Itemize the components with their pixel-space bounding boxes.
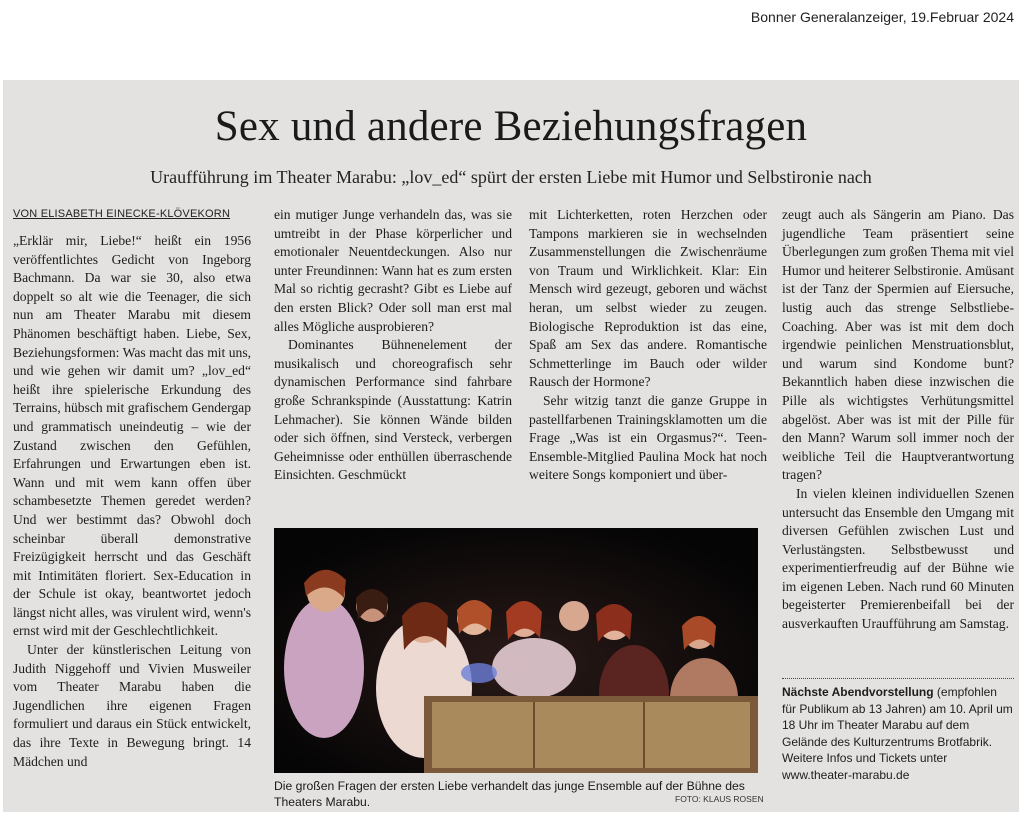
info-box — [782, 684, 1014, 783]
paragraph: Unter der künstlerischen Leitung von Judith Niggehoff und Vivien Musweiler vom Theater Marabu haben die Jugendlichen ihre eigenen Fragen formuliert und daraus ein Stück entwickelt, das ihre Texte in Bewegung bringt. 14 Mädchen und — [13, 642, 251, 769]
newspaper-clipping — [3, 80, 1019, 812]
text-column-3 — [529, 206, 767, 485]
newspaper-source: Bonner Generalanzeiger, 19.Februar 2024 — [750, 9, 1014, 25]
paragraph: Sehr witzig tanzt die ganze Gruppe in pastellfarbenen Trainingsklamotten um die Frage „Was ist ein Orgasmus?“. Teen-Ensemble-Mitglied Paulina Mock hat noch weitere Songs komponiert und über- — [529, 392, 767, 483]
byline: VON ELISABETH EINECKE-KLÖVEKORN — [13, 208, 231, 220]
article-subheadline: Uraufführung im Theater Marabu: „lov_ed“ spürt der ersten Liebe mit Humor und Selbstironie nach — [150, 167, 872, 187]
photo-caption: Die großen Fragen der ersten Liebe verhandelt das junge Ensemble auf der Bühne des Theaters Marabu. — [274, 779, 745, 809]
text-column-1 — [13, 232, 251, 771]
paragraph: mit Lichterketten, roten Herzchen oder Tampons markieren sie in wechselnden Zusammenstellungen die Zwischenräume von Traum und Wirklichkeit. Klar: Ein Mensch wird gezeugt, geboren und wächst heran, um selbst wieder zu zeugen. Biologische Reproduktion ist das eine, Spaß am Sex das andere. Romantische Schmetterlinge im Bauch oder wilder Rausch der Hormone? — [529, 207, 767, 390]
photo-credit: FOTO: KLAUS ROSEN — [675, 794, 764, 804]
paragraph: In vielen kleinen individuellen Szenen untersucht das Ensemble den Umgang mit diversen Gefühlen zwischen Lust und Verlustängsten. Selbstbewusst und experimentierfreudig auf der Bühne wie im eigenen Leben. Nach rund 60 Minuten begeisterter Premierenbeifall bei der ausverkauften Uraufführung am Samstag. — [782, 485, 1014, 632]
paragraph: ein mutiger Junge verhandeln das, was sie umtreibt in der Phase körperlicher und emotionaler Neuentdeckungen. Also nur unter Freundinnen: Wann hat es zum ersten Mal so richtig gecrasht? Gibt es Liebe auf den ersten Blick? Oder soll man erst mal alles Mögliche ausprobieren? — [274, 207, 512, 334]
paragraph: Dominantes Bühnenelement der musikalisch und choreografisch sehr dynamischen Performance sind fahrbare große Schrankspinde (Ausstattung: Katrin Lehmacher). Sie können Wände bilden oder sich öffnen, sind Versteck, verbergen Geheimnisse oder enthüllen überraschende Einsichten. Geschmückt — [274, 337, 512, 483]
text-column-2 — [274, 206, 512, 485]
text-column-4 — [782, 206, 1014, 634]
info-text: (empfohlen für Publikum ab 13 Jahren) am 10. April um 18 Uhr im Theater Marabu auf dem Gelände des Kulturzentrums Brotfabrik. Weitere Infos und Tickets unter www.theater-marabu.de — [782, 685, 1013, 782]
paragraph: zeugt auch als Sängerin am Piano. Das jugendliche Team präsentiert seine Überlegungen zum großen Thema mit viel Humor und heiterer Selbstironie. Amüsant ist der Tanz der Spermien auf Eiersuche, lustig auch das strenge Selbstliebe-Coaching. Aber was ist mit dem doch irgendwie peinlichen Menstruationsblut, und warum sind Kondome bunt? Bekanntlich haben diese inzwischen die Pille als wichtigstes Verhütungsmittel abgelöst. Aber was ist mit der Pille für den Mann? Warum soll immer noch der weibliche Teil die Hauptverantwortung tragen? — [782, 207, 1014, 483]
article-photo — [274, 528, 758, 773]
paragraph: „Erklär mir, Liebe!“ heißt ein 1956 veröffentlichtes Gedicht von Ingeborg Bachmann. Da war sie 30, also etwa doppelt so alt wie die Teenager, die sich nun am Theater Marabu mit diesem Phänomen beschäftigt haben. Liebe, Sex, Beziehungsformen: Was macht das mit uns, und wie gehen wir damit um? „lov_ed“ heißt ihre spielerische Erkundung des Terrains, hübsch mit grafischem Gendergap und grammatisch uneindeutig – wie der Zustand zwischen den Gefühlen, Erfahrungen und Erwartungen eben ist. Wann und mit wem kann offen über schambesetzte Themen geredet werden? Und wer bestimmt das? Obwohl doch scheinbar überall demonstrative Freizügigkeit herrscht und das Geschäft mit Intimitäten floriert. Sex-Education in der Schule ist okay, beantwortet jedoch längst nicht alles, was virulent wird, wenn's ernst wird mit der Geschlechtlichkeit. — [13, 233, 252, 639]
locker-cabinet — [424, 696, 758, 773]
article-headline: Sex und andere Beziehungsfragen — [214, 103, 808, 150]
info-divider — [782, 678, 1014, 679]
info-label: Nächste Abendvorstellung — [782, 685, 934, 699]
